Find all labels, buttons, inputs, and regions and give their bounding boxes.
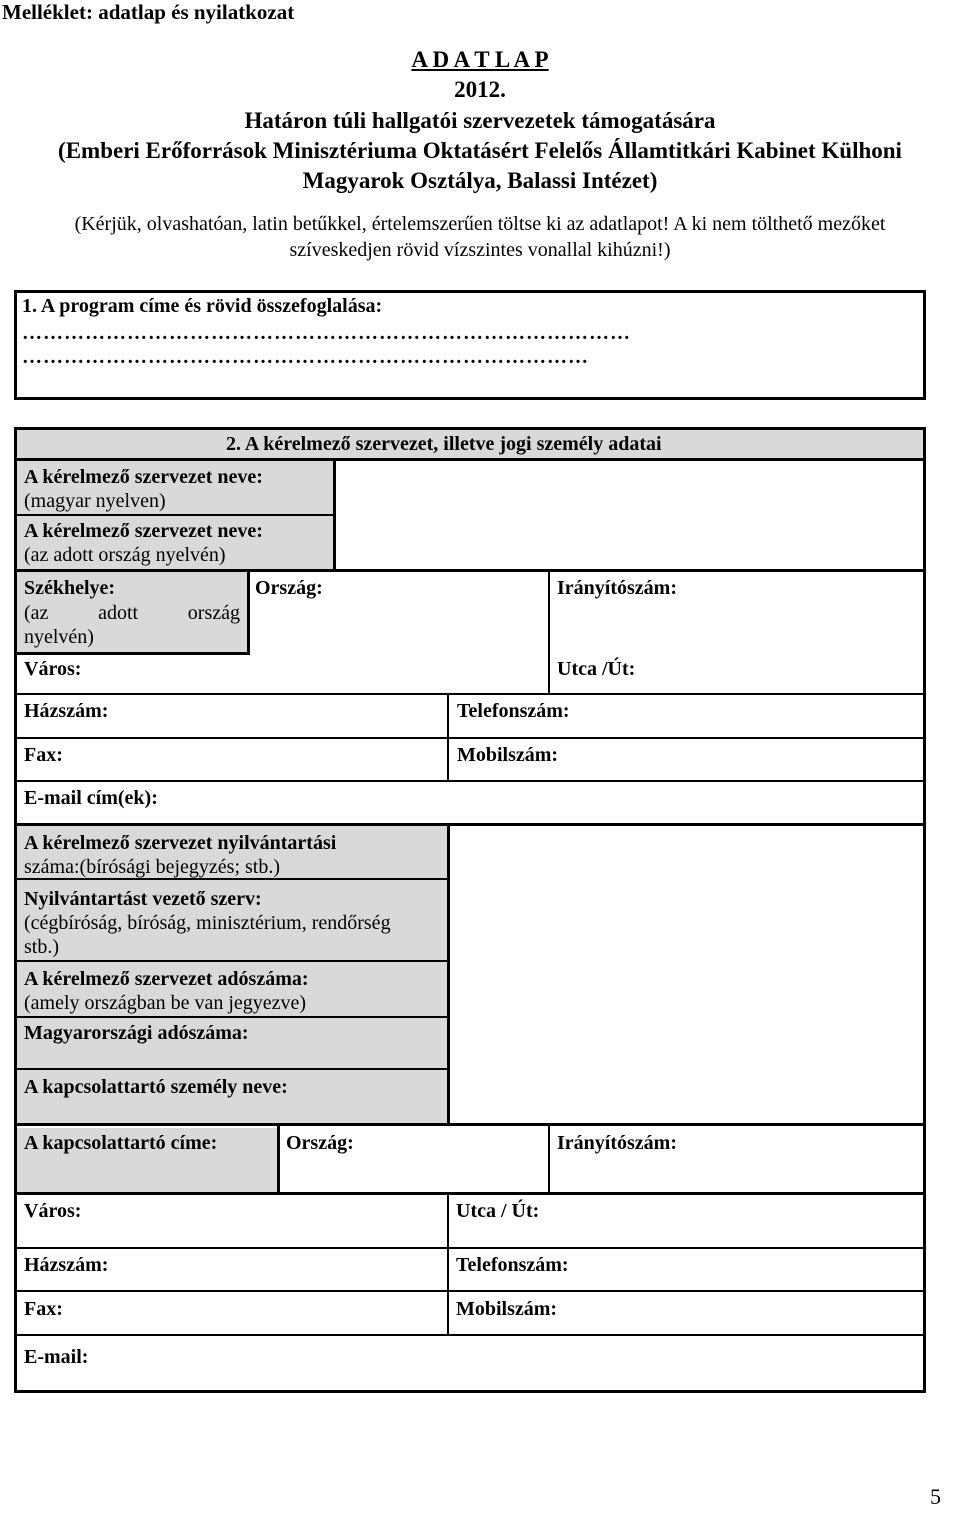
program-summary-label: 1. A program címe és rövid összefoglalása: (22, 295, 383, 317)
phone-label: Telefonszám: (457, 700, 570, 722)
registration-number-sub: száma:(bírósági bejegyzés; stb.) (24, 856, 281, 878)
registry-label: Nyilvántartást vezető szerv: (24, 888, 262, 910)
contact-name-label: A kapcsolattartó személy neve: (24, 1076, 288, 1098)
subtitle-line-1: Határon túli hallgatói szervezetek támogatására (244, 108, 716, 133)
document-title: A D A T L A P (411, 47, 549, 72)
org-name-local-sub: (az adott ország nyelvén) (24, 544, 226, 566)
seat-zip-label: Irányítószám: (557, 577, 677, 599)
mobile-label: Mobilszám: (457, 744, 559, 766)
contact-mobile-label: Mobilszám: (456, 1298, 558, 1320)
contact-house-label: Házszám: (24, 1254, 109, 1276)
org-name-hu-field[interactable] (336, 461, 920, 514)
tax-number-sub: (amely országban be van jegyezve) (24, 992, 307, 1014)
attachment-heading: Melléklet: adatlap és nyilatkozat (2, 0, 295, 24)
org-name-local-field[interactable] (336, 516, 920, 569)
instructions-line-1: (Kérjük, olvashatóan, latin betűkkel, értelemszerűen töltse ki az adatlapot! A ki nem tölthető mezőket (74, 213, 886, 235)
registry-sub-2: stb.) (24, 936, 59, 958)
fax-label: Fax: (24, 744, 63, 766)
contact-email-label: E-mail: (24, 1346, 89, 1368)
registration-number-label: A kérelmező szervezet nyilvántartási (24, 832, 337, 854)
email-label: E-mail cím(ek): (24, 787, 158, 809)
org-name-hu-label: A kérelmező szervezet neve: (24, 466, 263, 488)
tax-number-label: A kérelmező szervezet adószáma: (24, 968, 309, 990)
year: 2012. (454, 77, 506, 102)
contact-city-label: Város: (24, 1200, 82, 1222)
org-name-local-label: A kérelmező szervezet neve: (24, 520, 263, 542)
dotted-line-2: ……………………………………………………………………… (22, 346, 589, 368)
seat-sub-1: (az adott ország (24, 602, 240, 624)
seat-city-label: Város: (24, 658, 82, 680)
registration-values-field[interactable] (450, 826, 920, 1123)
section2-title: 2. A kérelmező szervezet, illetve jogi személy adatai (226, 433, 662, 455)
contact-country-label: Ország: (286, 1132, 354, 1154)
hu-tax-number-label: Magyarországi adószáma: (24, 1022, 249, 1044)
org-name-hu-sub: (magyar nyelven) (24, 490, 166, 512)
contact-address-label: A kapcsolattartó címe: (24, 1132, 218, 1154)
subtitle-line-2: (Emberi Erőforrások Minisztériuma Oktatásért Felelős Államtitkári Kabinet Külhoni (58, 138, 902, 163)
subtitle-line-3: Magyarok Osztálya, Balassi Intézet) (302, 168, 658, 193)
dotted-line-1: …………………………………………………………………………… (22, 322, 631, 344)
seat-country-label: Ország: (255, 577, 323, 599)
registry-sub-1: (cégbíróság, bíróság, minisztérium, rendőrség (24, 912, 391, 934)
seat-sub-2: nyelvén) (24, 626, 94, 648)
contact-street-label: Utca / Út: (456, 1200, 540, 1222)
seat-label: Székhelye: (24, 577, 116, 599)
contact-phone-label: Telefonszám: (456, 1254, 569, 1276)
seat-zip-field[interactable] (550, 601, 920, 649)
contact-zip-label: Irányítószám: (557, 1132, 677, 1154)
seat-street-label: Utca /Út: (557, 658, 636, 680)
contact-fax-label: Fax: (24, 1298, 63, 1320)
instructions-line-2: szíveskedjen rövid vízszintes vonallal kihúzni!) (289, 239, 671, 261)
house-number-label: Házszám: (24, 700, 109, 722)
page-number: 5 (930, 1484, 941, 1509)
